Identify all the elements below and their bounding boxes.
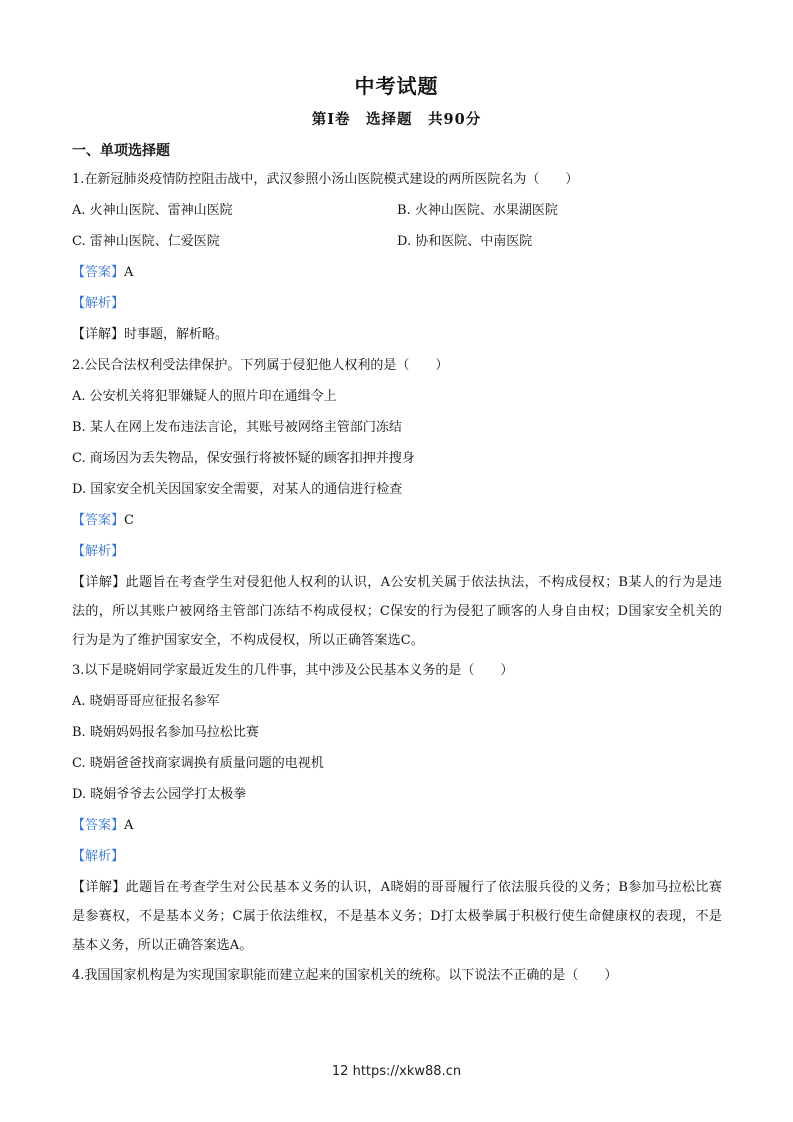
answer-tag: 【答案】 [72,265,125,280]
option-d: D. 晓娟爷爷去公园学打太极拳 [72,787,247,802]
option-a: A. 公安机关将犯罪嫌疑人的照片印在通缉令上 [72,389,337,404]
answer-value: C [124,513,134,528]
option-b: B. 火神山医院、水果湖医院 [397,203,558,218]
analysis-tag: 【解析】 [72,544,125,559]
page-subtitle: 第Ⅰ卷 选择题 共90分 [311,111,482,128]
option-c: C. 商场因为丢失物品，保安强行将被怀疑的顾客扣押并搜身 [72,451,415,466]
detail-paragraph: 【详解】此题旨在考查学生对公民基本义务的认识，A晓娟的哥哥履行了依法服兵役的义务；B参加马拉松比赛是参赛权，不是基本义务；C属于依法维权，不是基本义务；D打太极拳属于积极行使生命健康权的表现，不是基本义务，所以正确答案选A。 [72,880,722,953]
option-d: D. 国家安全机关因国家安全需要，对某人的通信进行检查 [72,482,403,497]
question-list [72,171,722,998]
option-b: B. 某人在网上发布违法言论，其账号被网络主管部门冻结 [72,420,402,435]
page-footer: 12 https://xkw88.cn [331,1064,462,1079]
question-stem: 2.公民合法权利受法律保护。下列属于侵犯他人权利的是（ ） [72,358,449,373]
page-title: 中考试题 [354,74,439,98]
answer-line [72,264,722,295]
option-d: D. 协和医院、中南医院 [397,234,533,249]
option-row [72,233,722,264]
analysis-tag: 【解析】 [72,296,125,311]
answer-tag: 【答案】 [72,818,125,833]
option-a: A. 火神山医院、雷神山医院 [72,203,233,218]
answer-value: A [124,818,134,833]
answer-tag: 【答案】 [72,513,125,528]
section-heading: 一、单项选择题 [72,143,170,159]
question-stem: 4.我国国家机构是为实现国家职能而建立起来的国家机关的统称。以下说法不正确的是（ ） [72,968,618,983]
detail-paragraph: 【详解】此题旨在考查学生对侵犯他人权利的认识，A公安机关属于依法执法，不构成侵权；B某人的行为是违法的，所以其账户被网络主管部门冻结不构成侵权；C保安的行为侵犯了顾客的人身自由权；D国家安全机关的行为是为了维护国家安全，不构成侵权，所以正确答案选C。 [72,575,722,648]
option-c: C. 雷神山医院、仁爱医院 [72,234,220,249]
option-b: B. 晓娟妈妈报名参加马拉松比赛 [72,725,259,740]
option-c: C. 晓娟爸爸找商家调换有质量问题的电视机 [72,756,324,771]
option-a: A. 晓娟哥哥应征报名参军 [72,694,220,709]
detail-text: 【详解】时事题，解析略。 [72,327,229,342]
question-stem: 1.在新冠肺炎疫情防控阻击战中，武汉参照小汤山医院模式建设的两所医院名为（ ） [72,172,579,187]
analysis-tag: 【解析】 [72,849,125,864]
answer-line [72,817,722,848]
question-stem: 3.以下是晓娟同学家最近发生的几件事，其中涉及公民基本义务的是（ ） [72,663,514,678]
answer-value: A [124,265,134,280]
answer-line [72,512,722,543]
option-row [72,202,722,233]
